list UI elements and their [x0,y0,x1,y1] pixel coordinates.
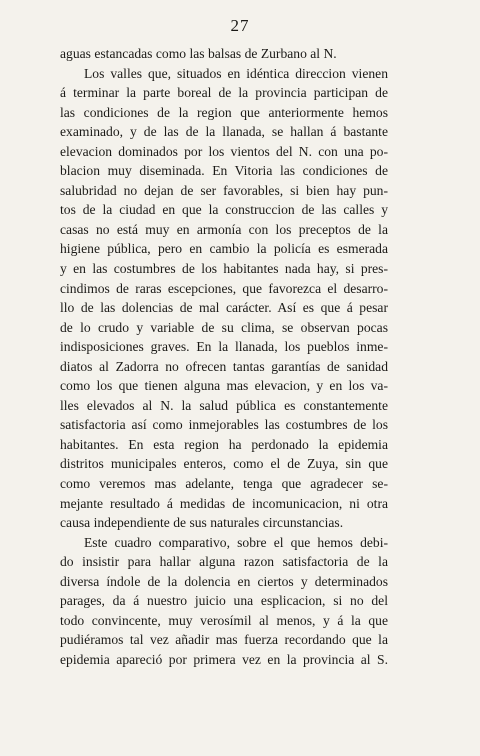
text-line: todo convincente, muy verosímil al menos, y á la que [60,612,388,628]
text-line: elevacion dominados por los vientos del N. con una po- [60,143,388,159]
text-line: lles elevados al N. la salud pública es constantemente [60,397,388,413]
text-line: tos de la ciudad en que la construccion de las calles y [60,202,388,218]
page-number: 27 [230,16,250,35]
text-line: examinado, y de las de la llanada, se hallan á bastante [60,124,388,140]
body-text [60,44,388,670]
text-line: indisposiciones graves. En la llanada, los pueblos inme- [60,339,388,355]
text-line: causa independiente de sus naturales circunstancias. [60,515,344,531]
text-line: cindimos de raras escepciones, que favorezca el desarro- [60,280,388,296]
text-line: á terminar la parte boreal de la provincia participan de [60,85,388,101]
text-line: mejante resultado á medidas de incomunicacion, ni otra [60,495,388,511]
text-line: parages, da á nuestro juicio una esplicacion, si no del [60,593,388,609]
text-line: diversa índole de la dolencia en ciertos y determinados [60,573,388,589]
text-line: diatos al Zadorra no ofrecen tantas garantías de sanidad [60,358,388,374]
text-line: higiene pública, pero en cambio la policía es esmerada [60,241,388,257]
text-line: habitantes. En esta region ha perdonado la epidemia [60,436,388,452]
text-line: aguas estancadas como las balsas de Zurbano al N. [60,46,337,61]
text-line: como los que tienen alguna mas elevacion, y en los va- [60,378,388,394]
text-line: Los valles que, situados en idéntica direccion vienen [84,65,388,81]
text-line: las condiciones de la region que anteriormente hemos [60,104,388,120]
text-line: pudiéramos tal vez añadir mas fuerza recordando que la [60,632,388,648]
text-line: como veremos mas adelante, tenga que agradecer se- [60,476,388,492]
text-line: Este cuadro comparativo, sobre el que hemos debi- [84,534,388,550]
text-line: distritos municipales enteros, como el de Zuya, sin que [60,456,388,472]
text-line: llo de las dolencias de mal carácter. Así es que á pesar [60,300,388,316]
text-line: y en las costumbres de los habitantes nada hay, si pres- [60,261,388,277]
text-line: de lo crudo y variable de su clima, se observan pocas [60,319,388,335]
text-line: blacion muy diseminada. En Vitoria las condiciones de [60,163,388,179]
text-line: do insistir para hallar alguna razon satisfactoria de la [60,554,388,570]
text-line: casas no está muy en armonía con los preceptos de la [60,221,388,237]
text-line: satisfactoria así como inmejorables las costumbres de los [60,417,388,433]
text-line: epidemia apareció por primera vez en la provincia al S. [60,651,388,667]
text-line: salubridad no dejan de ser favorables, si bien hay pun- [60,182,388,198]
